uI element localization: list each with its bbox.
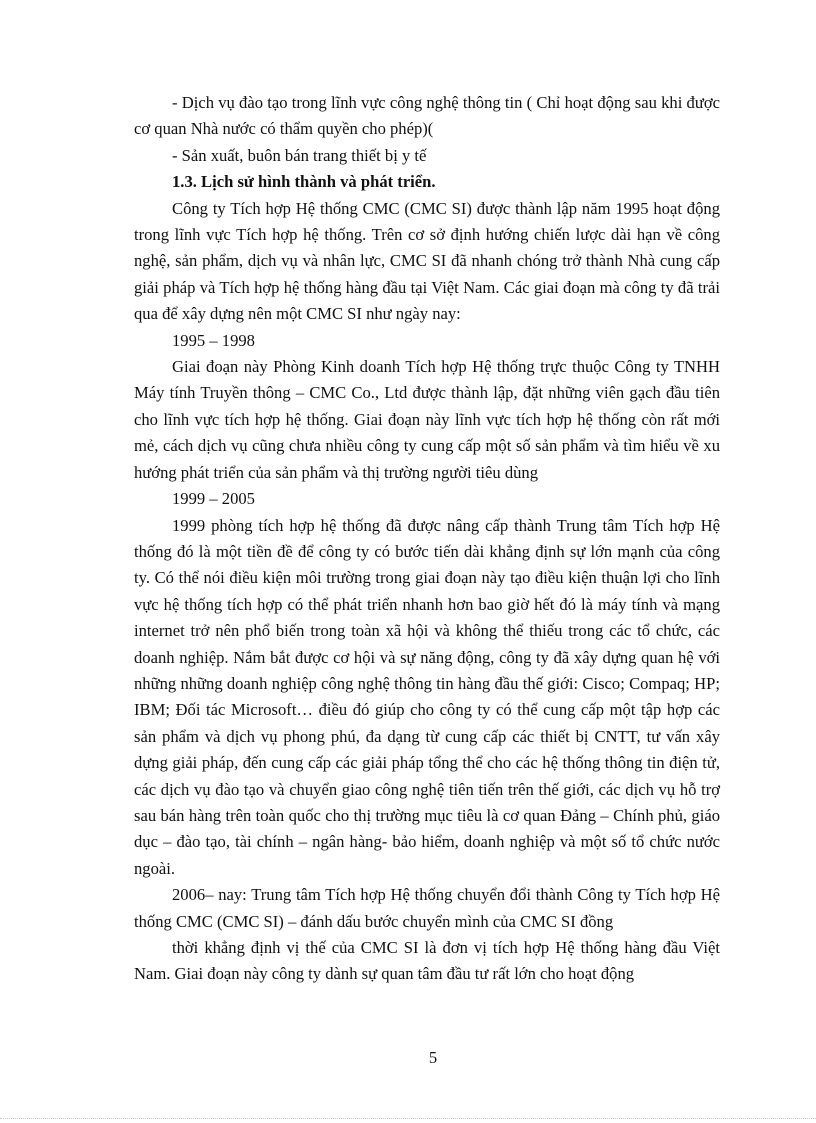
page-bottom-divider <box>0 1118 816 1119</box>
period-2006-paragraph: 2006– nay: Trung tâm Tích hợp Hệ thống chuyển đổi thành Công ty Tích hợp Hệ thống CMC (CMC SI) – đánh dấu bước chuyển mình của CMC SI đồng <box>134 885 720 931</box>
service-training-item: - Dịch vụ đào tạo trong lĩnh vực công nghệ thông tin ( Chỉ hoạt động sau khi được cơ quan Nhà nước có thẩm quyền cho phép)( <box>134 93 720 139</box>
period-1995-paragraph: Giai đoạn này Phòng Kinh doanh Tích hợp Hệ thống trực thuộc Công ty TNHH Máy tính Truyền thông – CMC Co., Ltd được thành lập, đặt những viên gạch đầu tiên cho lĩnh vực tích hợp hệ thống. Giai đoạn này lĩnh vực tích hợp hệ thống còn rất mới mẻ, cách dịch vụ cũng chưa nhiều công ty cung cấp một số sản phẩm và tìm hiểu về xu hướng phát triển của sản phẩm và thị trường người tiêu dùng <box>134 357 720 482</box>
company-intro-paragraph: Công ty Tích hợp Hệ thống CMC (CMC SI) được thành lập năm 1995 hoạt động trong lĩnh vực Tích hợp hệ thống. Trên cơ sở định hướng chiến lược dài hạn về công nghệ, sản phẩm, dịch vụ và nhân lực, CMC SI đã nhanh chóng trở thành Nhà cung cấp giải pháp và Tích hợp hệ thống hàng đầu tại Việt Nam. Các giai đoạn mà công ty đã trải qua để xây dựng nên một CMC SI như ngày nay: <box>134 198 720 324</box>
service-medical-item: - Sản xuất, buôn bán trang thiết bị y tế <box>172 145 427 165</box>
period-2006-continuation: thời khẳng định vị thế của CMC SI là đơn vị tích hợp Hệ thống hàng đầu Việt Nam. Giai đoạn này công ty dành sự quan tâm đầu tư rất lớn cho hoạt động <box>134 938 720 984</box>
section-heading: 1.3. Lịch sử hình thành và phát triển. <box>172 172 436 192</box>
period-1999-paragraph: 1999 phòng tích hợp hệ thống đã được nâng cấp thành Trung tâm Tích hợp Hệ thống đó là một tiền đề để công ty có bước tiến dài khẳng định sự lớn mạnh của công ty. Có thể nói điều kiện môi trường trong giai đoạn này tạo điều kiện thuận lợi cho lĩnh vực hệ thống tích hợp có thể phát triển nhanh hơn bao giờ hết đó là máy tính và mạng internet trở nên phổ biến trong toàn xã hội và không thể thiếu trong các tổ chức, các doanh nghiệp. Nắm bắt được cơ hội và sự năng động, công ty đã xây dựng quan hệ với những những doanh nghiệp công nghệ thông tin hàng đầu thế giới: Cisco; Compaq; HP; IBM; Đối tác Microsoft… điều đó giúp cho công ty có thể cung cấp một tập hợp các sản phẩm và dịch vụ phong phú, đa dạng từ cung cấp các thiết bị CNTT, tư vấn xây dựng giải pháp, đến cung cấp các giải pháp tổng thể cho các hệ thống thông tin điện tử, các dịch vụ đào tạo và chuyển giao công nghệ tiên tiến trên thế giới, các dịch vụ hỗ trợ sau bán hàng trên toàn quốc cho thị trường mục tiêu là cơ quan Đảng – Chính phủ, giáo dục – đào tạo, tài chính – ngân hàng- bảo hiểm, doanh nghiệp và một số tổ chức nước ngoài. <box>134 515 720 878</box>
page-number: 5 <box>428 1048 438 1067</box>
body-text <box>134 90 720 988</box>
period-label-1999: 1999 – 2005 <box>172 489 255 509</box>
period-label-1995: 1995 – 1998 <box>172 330 255 350</box>
